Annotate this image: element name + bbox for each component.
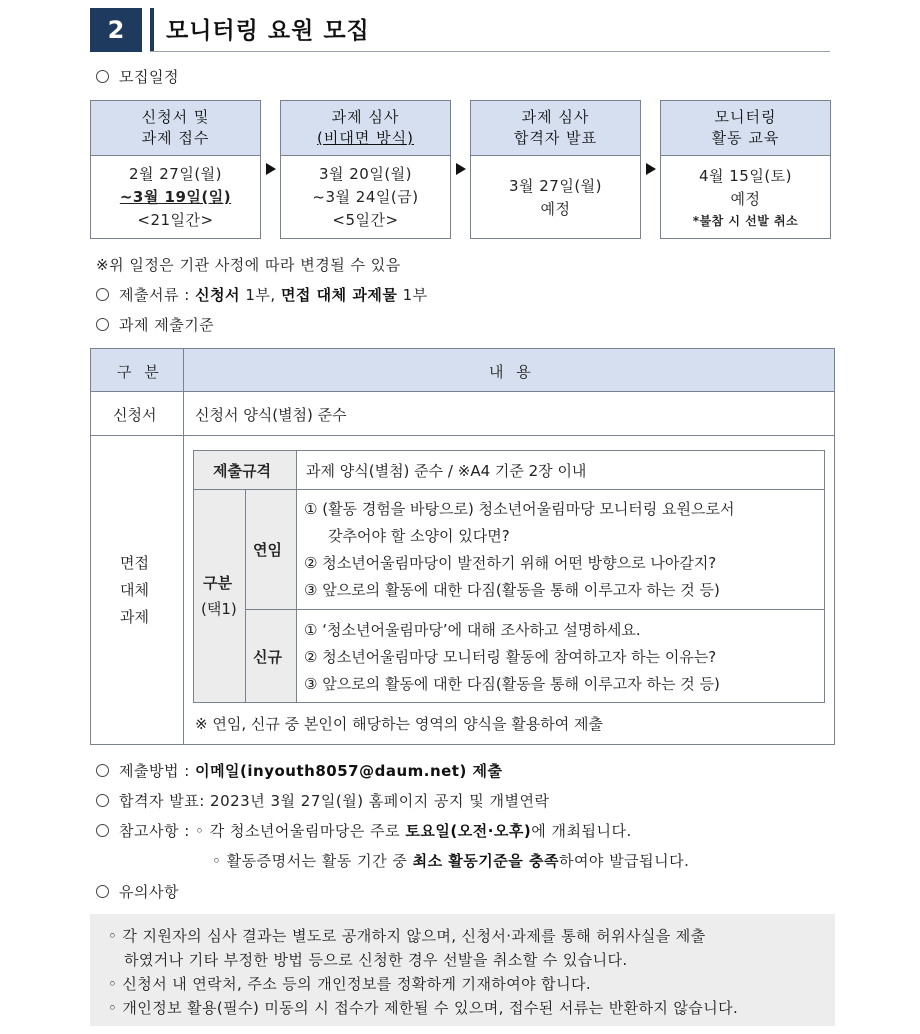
new-item: ③ 앞으로의 활동에 대한 다짐(활동을 통해 이루고자 하는 것 등) (304, 675, 720, 693)
inner-divider (245, 609, 824, 610)
circle-bullet-icon (96, 794, 109, 807)
step-head-line2: 과제 접수 (141, 129, 210, 147)
step-head-line2: 합격자 발표 (513, 129, 598, 147)
section-underline (150, 51, 830, 52)
announce-line: 합격자 발표: 2023년 3월 27일(월) 홈페이지 공지 및 개별연락 (96, 790, 550, 811)
step-line3: <21일간> (137, 211, 214, 229)
caution-item: ◦ 개인정보 활용(필수) 미동의 시 접수가 제한될 수 있으며, 접수된 서류는 반환하지 않습니다. (108, 999, 739, 1017)
returning-item: ① (활동 경험을 바탕으로) 청소년어울림마당 모니터링 요원으로서 (304, 500, 735, 518)
circle-bullet-icon (96, 288, 109, 301)
step-line2: 예정 (540, 199, 571, 218)
arrow-right-icon (456, 163, 466, 175)
step-line1: 2월 27일(월) (128, 165, 223, 183)
step-head-line1: 모니터링 (714, 108, 777, 126)
returning-item: ③ 앞으로의 활동에 대한 다짐(활동을 통해 이루고자 하는 것 등) (304, 581, 720, 599)
table-footnote: ※ 연임, 신규 중 본인이 해당하는 영역의 양식을 활용하여 제출 (195, 715, 604, 733)
inner-divider (245, 489, 246, 702)
method-line: 제출방법 : 이메일(inyouth8057@daum.net) 제출 (96, 760, 503, 781)
step-line1: 3월 27일(월) (508, 176, 603, 195)
spec-label: 제출규격 (213, 462, 271, 480)
caution-heading: 유의사항 (96, 881, 179, 902)
table-header (91, 349, 834, 392)
table-row-divider (91, 435, 834, 436)
section-number: 2 (90, 8, 142, 52)
row-label-task-3: 과제 (120, 608, 149, 626)
row-label-task-2: 대체 (120, 581, 149, 599)
col-header-category: 구 분 (117, 363, 163, 381)
caution-item: ◦ 각 지원자의 심사 결과는 별도로 공개하지 않으며, 신청서·과제를 통해 허위사실을 제출 (108, 927, 706, 945)
caution-item: 하였거나 기타 부정한 방법 등으로 신청한 경우 선발을 취소할 수 있습니다. (124, 951, 628, 969)
step-warning: *불참 시 선발 취소 (692, 213, 799, 228)
schedule-heading: 모집일정 (96, 66, 179, 87)
task-inner-table (193, 450, 825, 703)
type-sub: (택1) (201, 600, 237, 618)
step-head-line2: 활동 교육 (711, 129, 780, 147)
circle-bullet-icon (96, 764, 109, 777)
inner-divider (194, 489, 824, 490)
step-head-line2: (비대면 방식) (317, 129, 414, 147)
schedule-step-1 (90, 100, 261, 239)
row-label-application: 신청서 (113, 406, 157, 424)
caution-item: ◦ 신청서 내 연락처, 주소 등의 개인정보를 정확하게 기재하여야 합니다. (108, 975, 592, 993)
row-label-task-1: 면접 (120, 554, 149, 572)
step-line1: 3월 20일(월) (318, 165, 413, 183)
schedule-step-3 (470, 100, 641, 239)
schedule-step-2 (280, 100, 451, 239)
step-line3: <5일간> (332, 211, 399, 229)
reference-line-2: ◦ 활동증명서는 활동 기간 중 최소 활동기준을 충족하여야 발급됩니다. (212, 852, 690, 870)
new-item: ① ‘청소년어울림마당’에 대해 조사하고 설명하세요. (304, 621, 641, 639)
type-label: 구분 (203, 574, 232, 592)
returning-item: 갖추어야 할 소양이 있다면? (328, 527, 510, 545)
schedule-step-4 (660, 100, 831, 239)
spec-value: 과제 양식(별첨) 준수 / ※A4 기준 2장 이내 (306, 462, 587, 480)
circle-bullet-icon (96, 824, 109, 837)
docs-line: 제출서류 : 신청서 1부, 면접 대체 과제물 1부 (96, 284, 428, 305)
section-title: 모니터링 요원 모집 (166, 18, 370, 44)
returning-label: 연임 (253, 541, 282, 559)
circle-bullet-icon (96, 70, 109, 83)
criteria-table (90, 348, 835, 745)
step-line2: ~3월 24일(금) (312, 188, 419, 206)
arrow-right-icon (266, 163, 276, 175)
section-divider (150, 8, 154, 52)
arrow-right-icon (646, 163, 656, 175)
circle-bullet-icon (96, 318, 109, 331)
step-line1: 4월 15일(토) (698, 166, 793, 185)
step-head-line1: 과제 심사 (331, 108, 400, 126)
step-head-line1: 신청서 및 (141, 108, 210, 126)
circle-bullet-icon (96, 885, 109, 898)
step-head-line1: 과제 심사 (521, 108, 590, 126)
inner-divider (296, 451, 297, 702)
step-line2: ~3월 19일(일) (119, 188, 232, 206)
table-col-divider (183, 349, 184, 744)
new-label: 신규 (253, 648, 282, 666)
step-line2: 예정 (730, 189, 761, 208)
new-item: ② 청소년어울림마당 모니터링 활동에 참여하고자 하는 이유는? (304, 648, 717, 666)
col-header-content: 내 용 (489, 363, 535, 381)
returning-item: ② 청소년어울림마당이 발전하기 위해 어떤 방향으로 나아갈지? (304, 554, 717, 572)
reference-line-1: 참고사항 : ◦ 각 청소년어울림마당은 주로 토요일(오전·오후)에 개최됩니다. (96, 820, 632, 841)
criteria-heading: 과제 제출기준 (96, 314, 214, 335)
row-content-application: 신청서 양식(별첨) 준수 (195, 406, 347, 424)
schedule-note: ※위 일정은 기관 사정에 따라 변경될 수 있음 (96, 256, 401, 274)
